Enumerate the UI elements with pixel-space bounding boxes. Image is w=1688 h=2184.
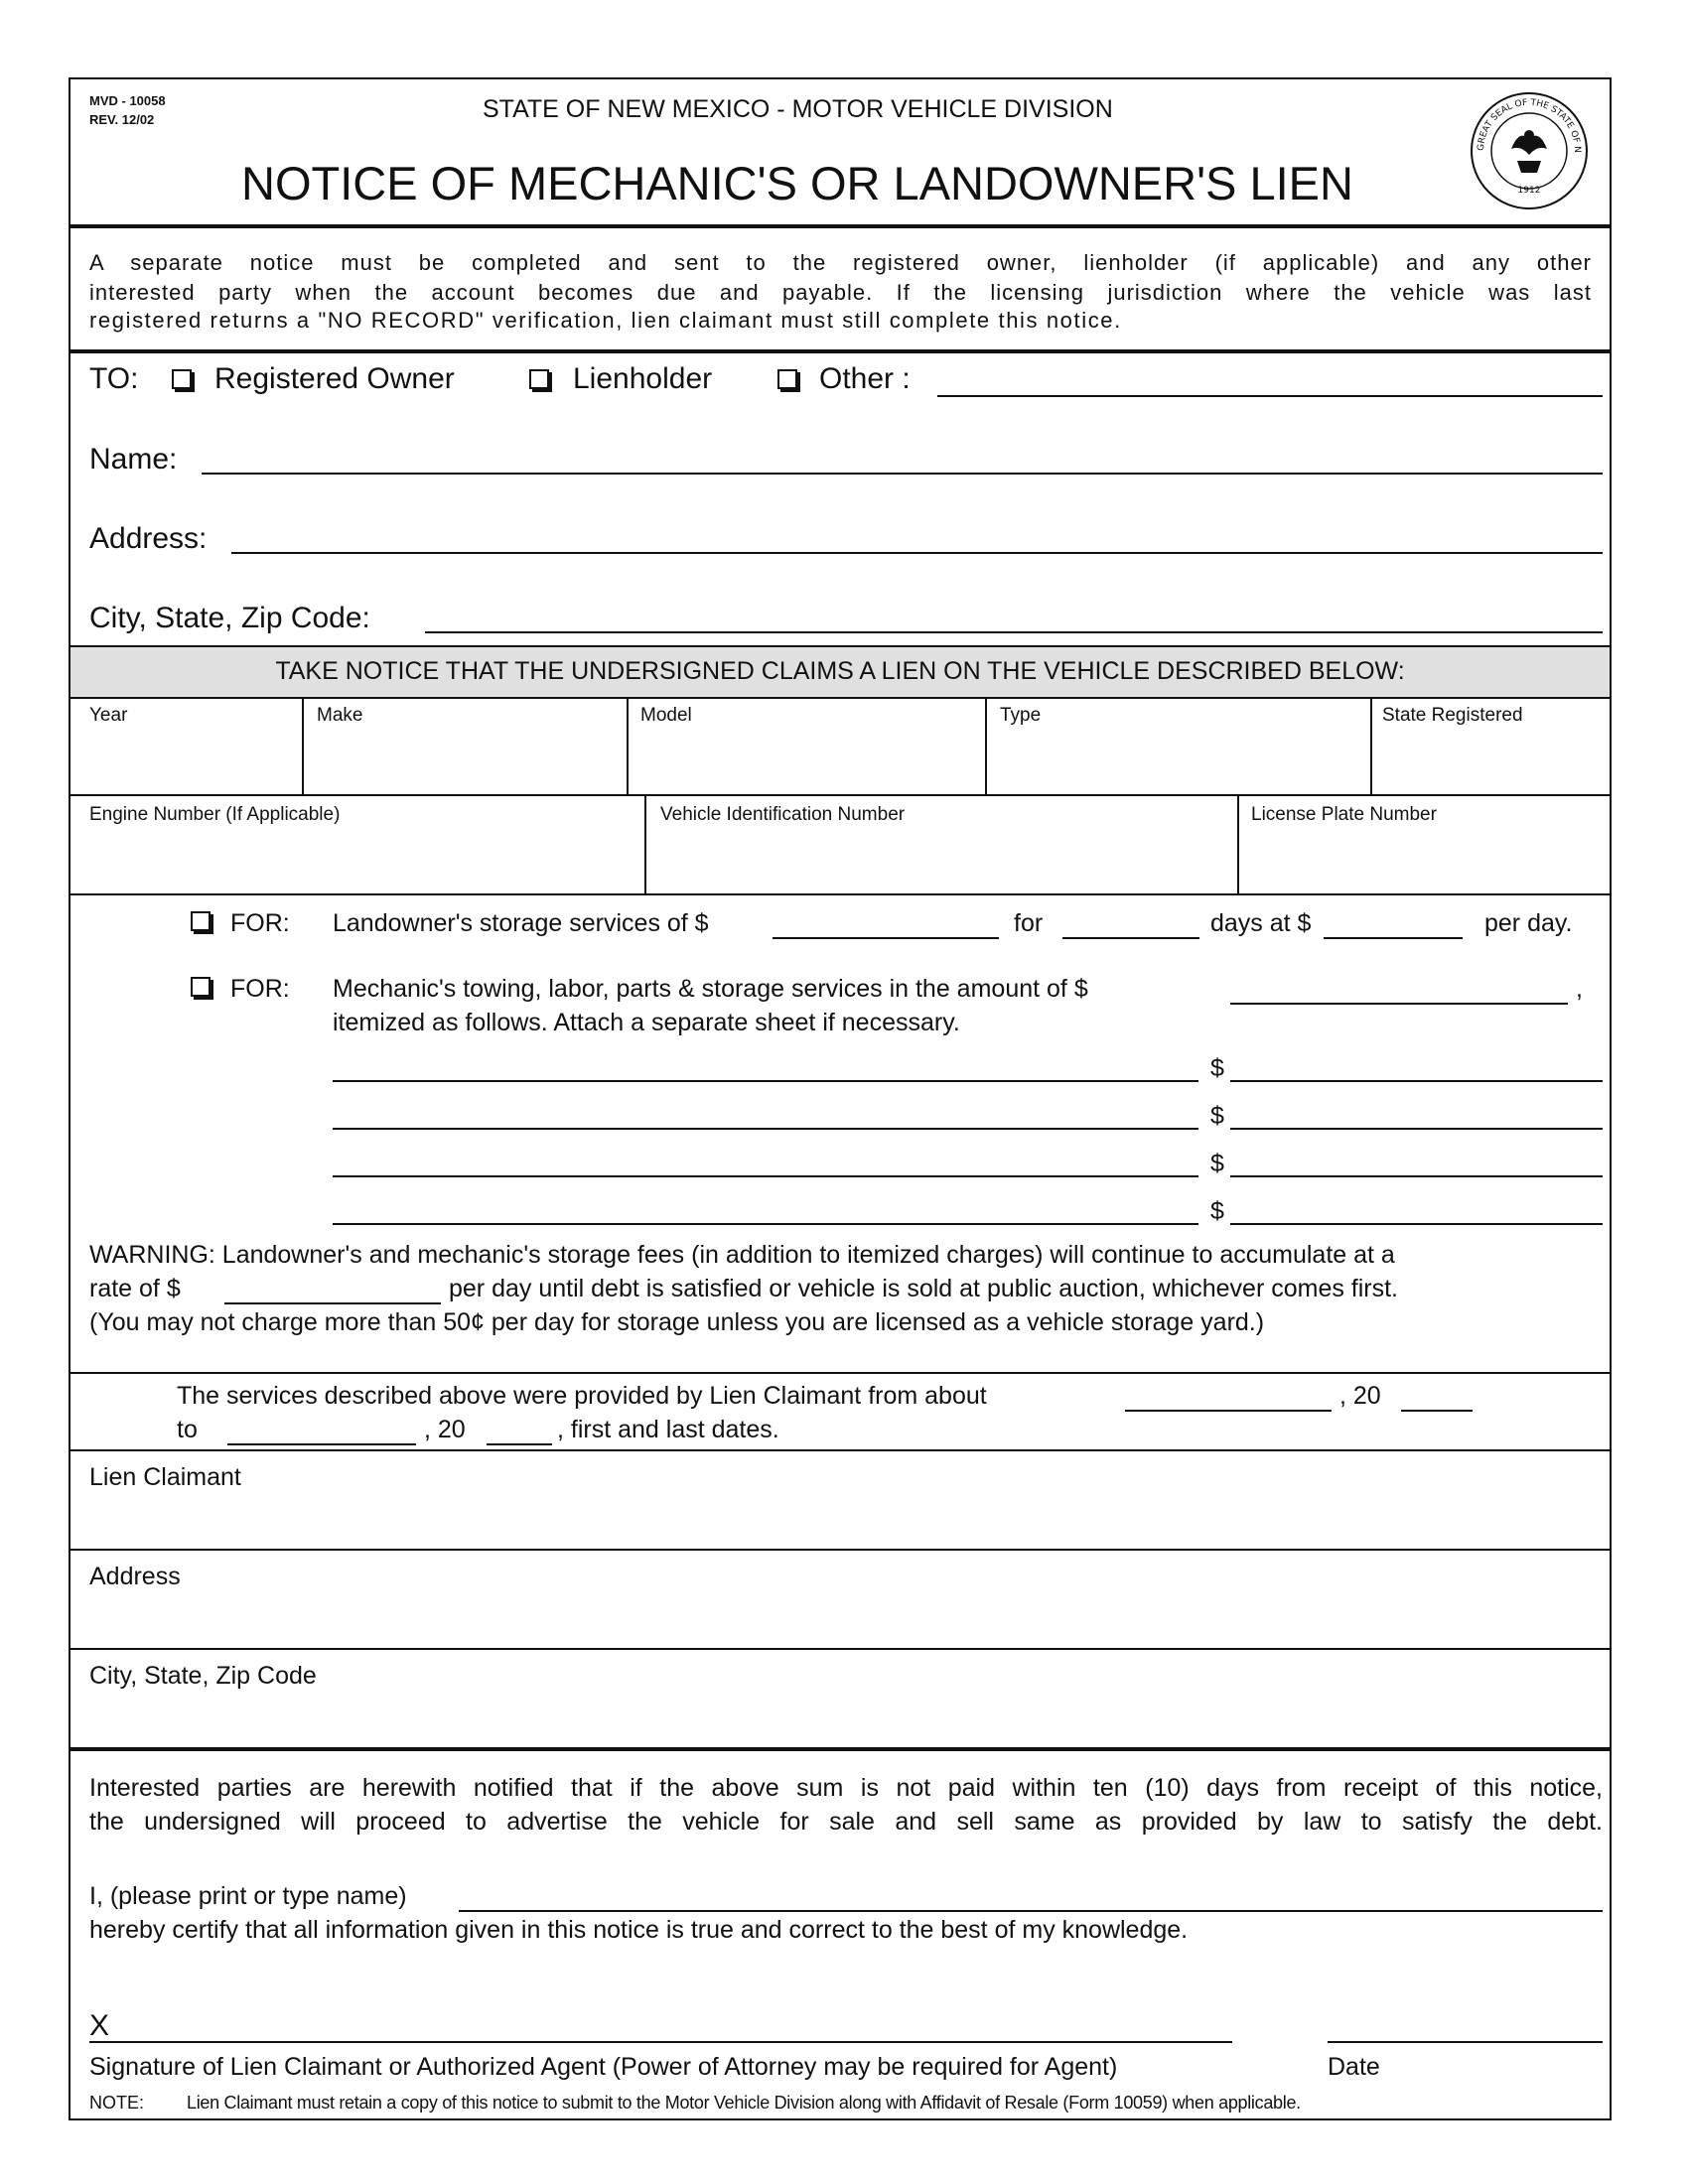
dollar-sign-2: $	[1210, 1102, 1224, 1130]
other-checkbox[interactable]	[777, 369, 797, 389]
print-name-field[interactable]	[459, 1910, 1603, 1912]
year-label: Year	[89, 705, 128, 726]
svg-text:GREAT SEAL OF THE STATE OF NEW: GREAT SEAL OF THE STATE OF N	[1476, 97, 1583, 154]
start-date-field[interactable]	[1125, 1410, 1332, 1412]
note-label: NOTE:	[89, 2093, 145, 2113]
registered-owner-checkbox[interactable]	[172, 369, 192, 389]
model-label: Model	[640, 705, 692, 726]
state-registered-label: State Registered	[1382, 705, 1523, 726]
end-year-field[interactable]	[487, 1443, 552, 1445]
address-field[interactable]	[231, 552, 1603, 554]
header-divider	[70, 224, 1610, 228]
end-date-field[interactable]	[227, 1443, 416, 1445]
mechanic-checkbox[interactable]	[191, 977, 211, 997]
vehicle-banner-text: TAKE NOTICE THAT THE UNDERSIGNED CLAIMS A LIEN ON THE VEHICLE DESCRIBED BELOW:	[275, 657, 1405, 685]
license-plate-label: License Plate Number	[1251, 804, 1437, 825]
lien-notice-form	[69, 77, 1612, 2120]
dollar-sign-4: $	[1210, 1197, 1224, 1225]
days-field[interactable]	[1062, 937, 1199, 939]
registered-owner-label: Registered Owner	[214, 362, 455, 395]
cell-divider	[1370, 697, 1372, 794]
engine-number-label: Engine Number (If Applicable)	[89, 804, 341, 825]
form-revision: REV. 12/02	[89, 112, 155, 127]
dollar-sign-1: $	[1210, 1054, 1224, 1082]
mechanic-for-label: FOR:	[230, 975, 290, 1003]
start-year-field[interactable]	[1401, 1410, 1473, 1412]
dollar-sign-3: $	[1210, 1150, 1224, 1177]
type-label: Type	[1000, 705, 1042, 726]
date-field[interactable]	[1328, 2041, 1603, 2043]
address-label: Address:	[89, 522, 208, 555]
signature-x-mark: X	[89, 2009, 110, 2042]
cell-divider	[1237, 796, 1239, 893]
for-word: for	[1014, 909, 1044, 937]
warning-line-1: WARNING: Landowner's and mechanic's storage fees (in addition to itemized charges) will continue to accumulate at a	[89, 1241, 1395, 1269]
other-field[interactable]	[937, 395, 1603, 397]
item-description-field-2[interactable]	[333, 1128, 1198, 1130]
daily-rate-field[interactable]	[1324, 937, 1463, 939]
vin-label: Vehicle Identification Number	[660, 804, 906, 825]
mechanic-comma: ,	[1576, 975, 1583, 1003]
lien-claimant-field[interactable]	[70, 1451, 1610, 1549]
certify-statement: hereby certify that all information given in this notice is true and correct to the best of my knowledge.	[89, 1916, 1189, 1944]
name-label: Name:	[89, 443, 178, 476]
intro-text	[89, 248, 1592, 308]
date-label: Date	[1328, 2053, 1380, 2081]
mechanic-text: Mechanic's towing, labor, parts & storage services in the amount of $	[333, 975, 1088, 1003]
item-amount-field-4[interactable]	[1230, 1223, 1603, 1225]
name-field[interactable]	[202, 473, 1603, 475]
cell-divider	[644, 796, 646, 893]
intro-divider	[70, 349, 1610, 353]
signature-field[interactable]	[89, 2041, 1232, 2043]
note-text: Lien Claimant must retain a copy of this notice to submit to the Motor Vehicle Division along with Affidavit of Resale (Form 10059) when applicable.	[187, 2093, 1301, 2113]
dates-text-1: The services described above were provided by Lien Claimant from about	[177, 1382, 987, 1410]
landowner-checkbox[interactable]	[191, 911, 211, 931]
lien-claimant-label: Lien Claimant	[89, 1463, 241, 1491]
other-label: Other :	[819, 362, 911, 395]
warning-rate-field[interactable]	[224, 1302, 441, 1304]
end-year-prefix: , 20	[424, 1416, 466, 1443]
claimant-address-field[interactable]	[70, 1551, 1610, 1648]
dates-suffix: , first and last dates.	[557, 1416, 779, 1443]
mechanic-amount-field[interactable]	[1230, 1003, 1568, 1005]
item-amount-field-3[interactable]	[1230, 1175, 1603, 1177]
lienholder-label: Lienholder	[573, 362, 713, 395]
start-year-prefix: , 20	[1339, 1382, 1381, 1410]
landowner-text: Landowner's storage services of $	[333, 909, 709, 937]
to-label: TO:	[89, 362, 139, 395]
claimant-address-label: Address	[89, 1563, 181, 1590]
warning-rate-label: rate of $	[89, 1275, 181, 1302]
signature-label: Signature of Lien Claimant or Authorized Agent (Power of Attorney may be required for Agent)	[89, 2053, 1118, 2081]
vehicle-bottom-divider	[70, 893, 1610, 895]
lienholder-checkbox[interactable]	[529, 369, 549, 389]
vehicle-row-divider	[70, 794, 1610, 796]
intro-line-2: interested party when the account becomes due and payable. If the licensing jurisdiction where the vehicle was last	[89, 280, 1592, 305]
item-amount-field-2[interactable]	[1230, 1128, 1603, 1130]
landowner-for-label: FOR:	[230, 909, 290, 937]
landowner-amount-field[interactable]	[773, 937, 999, 939]
intro-line-1: A separate notice must be completed and sent to the registered owner, lienholder (if applicable) and any other	[89, 250, 1592, 275]
cell-divider	[985, 697, 987, 794]
form-title: NOTICE OF MECHANIC'S OR LANDOWNER'S LIEN	[241, 157, 1353, 209]
city-state-zip-field[interactable]	[425, 631, 1603, 633]
make-label: Make	[317, 705, 363, 726]
item-description-field-4[interactable]	[333, 1223, 1198, 1225]
per-day-label: per day.	[1484, 909, 1573, 937]
agency-name: STATE OF NEW MEXICO - MOTOR VEHICLE DIVISION	[483, 95, 1113, 123]
days-at-label: days at $	[1210, 909, 1312, 937]
charges-divider	[70, 1372, 1610, 1374]
warning-line-2: per day until debt is satisfied or vehicle is sold at public auction, whichever comes first.	[449, 1275, 1399, 1302]
cell-divider	[627, 697, 629, 794]
notification-line-2: the undersigned will proceed to advertise the vehicle for sale and sell same as provided by law to satisfy the debt.	[89, 1808, 1603, 1836]
notification-paragraph	[89, 1771, 1603, 1839]
cell-divider	[302, 697, 304, 794]
claimant-city-label: City, State, Zip Code	[89, 1662, 317, 1690]
warning-line-3: (You may not charge more than 50¢ per day for storage unless you are licensed as a vehicle storage yard.)	[89, 1308, 1265, 1336]
city-state-zip-label: City, State, Zip Code:	[89, 602, 370, 634]
svg-text:1912: 1912	[1517, 186, 1541, 196]
item-description-field-3[interactable]	[333, 1175, 1198, 1177]
claimant-bottom-divider	[70, 1747, 1610, 1751]
dates-to-label: to	[177, 1416, 198, 1443]
state-seal-icon	[1468, 89, 1591, 212]
item-description-field-1[interactable]	[333, 1080, 1198, 1082]
intro-line-3: registered returns a "NO RECORD" verification, lien claimant must still complete this notice.	[89, 308, 1122, 333]
vehicle-banner	[70, 645, 1610, 699]
claimant-city-field[interactable]	[70, 1650, 1610, 1747]
item-amount-field-1[interactable]	[1230, 1080, 1603, 1082]
form-number: MVD - 10058	[89, 93, 166, 108]
print-name-label: I, (please print or type name)	[89, 1882, 407, 1910]
itemized-text: itemized as follows. Attach a separate sheet if necessary.	[333, 1009, 960, 1036]
notification-line-1: Interested parties are herewith notified that if the above sum is not paid within ten (10) days from receipt of this notice,	[89, 1774, 1603, 1802]
